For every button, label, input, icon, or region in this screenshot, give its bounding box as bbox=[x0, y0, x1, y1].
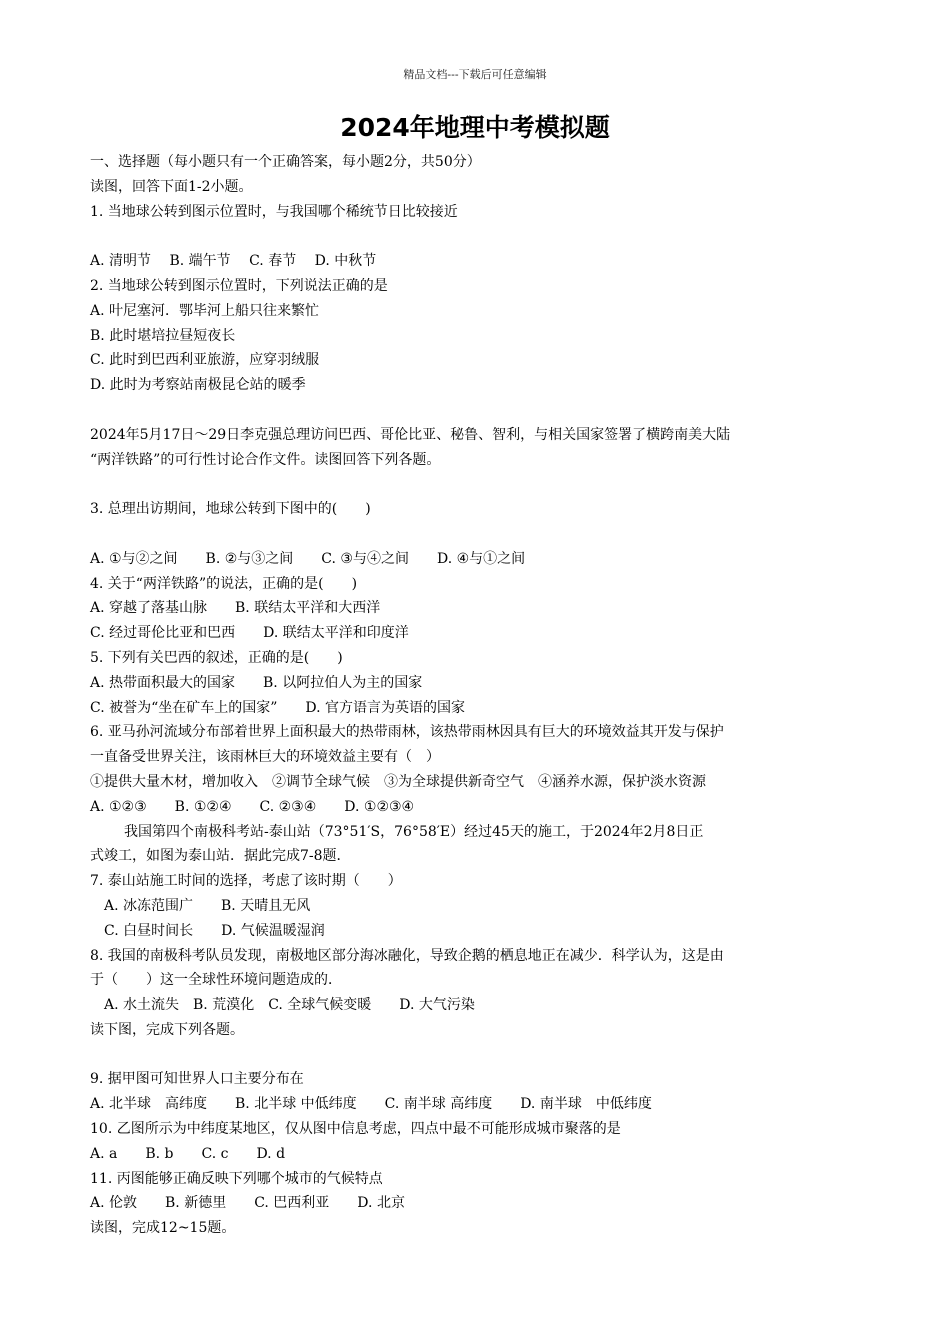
question-10: 10. 乙图所示为中纬度某地区，仅从图中信息考虑，四点中最不可能形成城市聚落的是 bbox=[90, 1121, 621, 1138]
question-2: 2. 当地球公转到图示位置时，下列说法正确的是 bbox=[90, 277, 388, 294]
question-2-option-d: D. 此时为考察站南极昆仑站的暖季 bbox=[90, 377, 306, 394]
instruction: 读图，完成12~15题。 bbox=[90, 1220, 236, 1237]
question-2-option-b: B. 此时堪培拉昼短夜长 bbox=[90, 327, 236, 344]
question-4: 4. 关于“两洋铁路”的说法，正确的是( ) bbox=[90, 575, 358, 592]
question-3-options: A. ①与②之间 B. ②与③之间 C. ③与④之间 D. ④与①之间 bbox=[90, 550, 526, 567]
question-9: 9. 据甲图可知世界人口主要分布在 bbox=[90, 1071, 304, 1088]
question-2-option-c: C. 此时到巴西利亚旅游，应穿羽绒服 bbox=[90, 352, 320, 369]
question-7-options-cd: C. 白昼时间长 D. 气候温暖湿润 bbox=[104, 922, 325, 939]
question-1-options: A. 清明节 B. 端午节 C. 春节 D. 中秋节 bbox=[90, 253, 377, 270]
question-11-options: A. 伦敦 B. 新德里 C. 巴西利亚 D. 北京 bbox=[90, 1195, 405, 1212]
passage-line: 式竣工，如图为泰山站．据此完成7-8题． bbox=[90, 848, 351, 865]
question-6-options: A. ①②③ B. ①②④ C. ②③④ D. ①②③④ bbox=[90, 798, 415, 815]
question-7: 7. 泰山站施工时间的选择，考虑了该时期（ ） bbox=[90, 873, 402, 890]
question-8-options: A. 水土流失 B. 荒漠化 C. 全球气候变暖 D. 大气污染 bbox=[104, 997, 475, 1014]
question-6-statements: ①提供大量木材，增加收入 ②调节全球气候 ③为全球提供新奇空气 ④涵养水源，保护淡水资源 bbox=[90, 773, 706, 790]
question-8: 8. 我国的南极科考队员发现，南极地区部分海冰融化，导致企鹅的栖息地正在减少．科学认为，这是由 bbox=[90, 947, 724, 964]
instruction: 读下图，完成下列各题。 bbox=[90, 1021, 244, 1038]
page-header: 精品文档---下载后可任意编辑 bbox=[403, 68, 547, 81]
passage-line: “两洋铁路”的可行性讨论合作文件。读图回答下列各题。 bbox=[90, 451, 441, 468]
question-4-options-ab: A. 穿越了落基山脉 B. 联结太平洋和大西洋 bbox=[90, 600, 381, 617]
question-2-option-a: A. 叶尼塞河．鄂毕河上船只往来繁忙 bbox=[90, 302, 320, 319]
question-5-options-cd: C. 被誉为“坐在矿车上的国家” D. 官方语言为英语的国家 bbox=[90, 699, 466, 716]
question-5-options-ab: A. 热带面积最大的国家 B. 以阿拉伯人为主的国家 bbox=[90, 674, 423, 691]
question-1: 1. 当地球公转到图示位置时，与我国哪个稀统节日比较接近 bbox=[90, 203, 458, 220]
question-9-options: A. 北半球 高纬度 B. 北半球 中低纬度 C. 南半球 高纬度 D. 南半球 中低纬度 bbox=[90, 1096, 652, 1113]
passage-line: 我国第四个南极科考站-泰山站（73°51′S，76°58′E）经过45天的施工，于2024年2月8日正 bbox=[124, 823, 704, 840]
page-title: 2024年地理中考模拟题 bbox=[340, 113, 610, 142]
passage-line: 2024年5月17日～29日李克强总理访问巴西、哥伦比亚、秘鲁、智利，与相关国家签署了横跨南美大陆 bbox=[90, 426, 731, 443]
question-6-cont: 一直备受世界关注，该雨林巨大的环境效益主要有（ ） bbox=[90, 749, 440, 766]
question-5: 5. 下列有关巴西的叙述，正确的是( ) bbox=[90, 649, 343, 666]
instruction: 读图，回答下面1-2小题。 bbox=[90, 178, 253, 195]
question-10-options: A. a B. b C. c D. d bbox=[90, 1145, 286, 1162]
question-4-options-cd: C. 经过哥伦比亚和巴西 D. 联结太平洋和印度洋 bbox=[90, 625, 409, 642]
question-6: 6. 亚马孙河流域分布部着世界上面积最大的热带雨林，该热带雨林因具有巨大的环境效益其开发与保护 bbox=[90, 724, 724, 741]
question-3: 3. 总理出访期间，地球公转到下图中的( ) bbox=[90, 501, 371, 518]
question-11: 11. 丙图能够正确反映下列哪个城市的气候特点 bbox=[90, 1170, 383, 1187]
document-body bbox=[90, 150, 860, 1241]
question-8-cont: 于（ ）这一全球性环境问题造成的． bbox=[90, 972, 342, 989]
section-heading: 一、选择题（每小题只有一个正确答案，每小题2分，共50分） bbox=[90, 154, 481, 170]
question-7-options-ab: A. 冰冻范围广 B. 天晴且无风 bbox=[104, 897, 311, 914]
